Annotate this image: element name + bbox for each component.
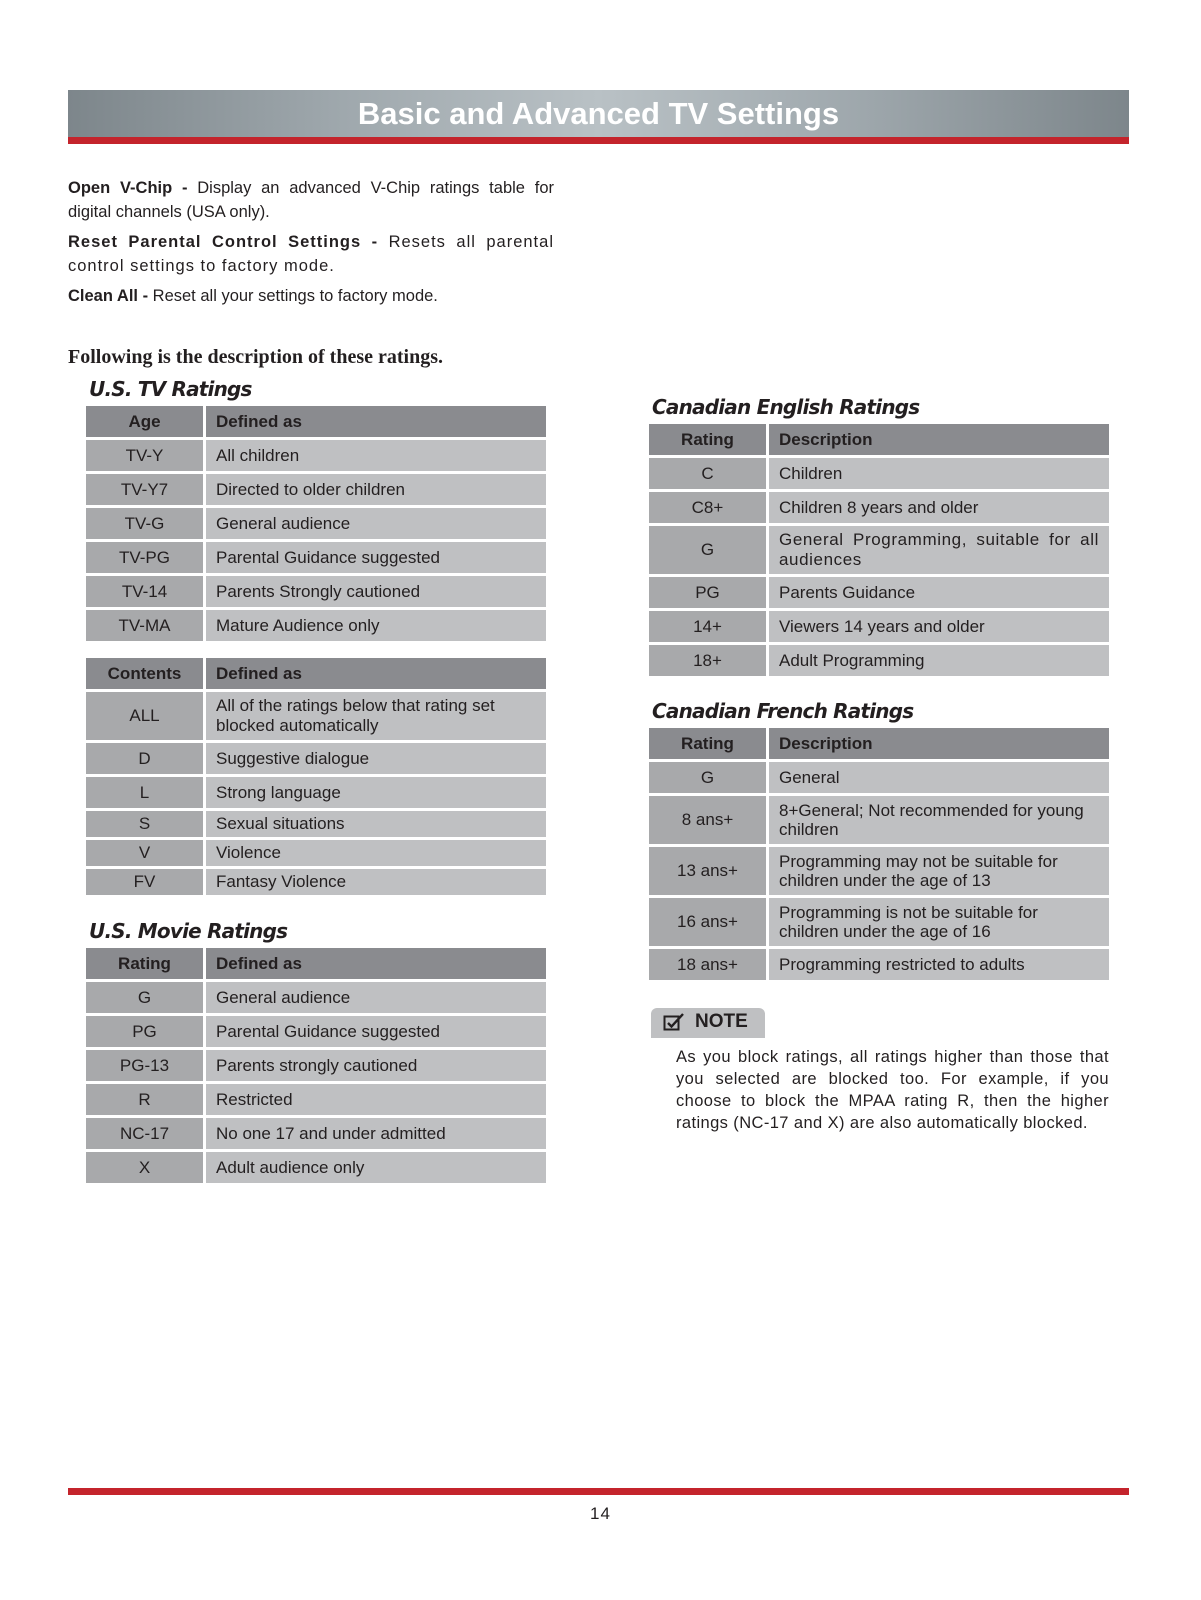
us-movie-ratings-title: U.S. Movie Ratings <box>89 919 288 943</box>
content-definition: Violence <box>206 840 546 866</box>
column-header: Defined as <box>206 406 546 437</box>
note-label: NOTE <box>695 1011 748 1032</box>
table-row <box>649 458 1109 489</box>
rating-definition: General audience <box>206 508 546 539</box>
rating-description: Children 8 years and older <box>769 492 1109 523</box>
rating-definition: Restricted <box>206 1084 546 1115</box>
table-row <box>86 692 546 740</box>
rating-definition: Parental Guidance suggested <box>206 1016 546 1047</box>
rating-definition: Parental Guidance suggested <box>206 542 546 573</box>
table-row <box>86 440 546 471</box>
rating-description: General Programming, suitable for all audiences <box>769 526 1109 574</box>
canadian-english-ratings-table <box>649 421 1109 679</box>
page-title: Basic and Advanced TV Settings <box>357 95 840 131</box>
us-tv-contents-table <box>86 655 546 898</box>
rating-definition: Parents strongly cautioned <box>206 1050 546 1081</box>
canadian-english-ratings-title: Canadian English Ratings <box>652 395 920 419</box>
us-tv-ratings-table <box>86 403 546 644</box>
us-tv-ratings-title: U.S. TV Ratings <box>89 377 252 401</box>
rating-description: Viewers 14 years and older <box>769 611 1109 642</box>
rating-description: Adult Programming <box>769 645 1109 676</box>
rating-code: NC-17 <box>86 1118 206 1149</box>
table-row <box>86 474 546 505</box>
note-checkbox-icon <box>663 1012 685 1032</box>
table-header-row <box>86 406 546 437</box>
rating-code: TV-14 <box>86 576 206 607</box>
footer-line <box>68 1488 1129 1495</box>
note-text: As you block ratings, all ratings higher than those that you selected are blocked too. For example, if you choose to block the MPAA rating R, then the higher ratings (NC-17 and X) are also automatically blocked. <box>676 1048 1109 1132</box>
rating-code: G <box>86 982 206 1013</box>
column-header: Description <box>769 424 1109 455</box>
column-header: Rating <box>649 424 769 455</box>
rating-code: 14+ <box>649 611 769 642</box>
table-row <box>86 542 546 573</box>
table-row <box>649 949 1109 980</box>
rating-code: 13 ans+ <box>649 847 769 895</box>
content-definition: All of the ratings below that rating set blocked automatically <box>206 692 546 740</box>
rating-definition: All children <box>206 440 546 471</box>
table-row <box>649 526 1109 574</box>
column-header: Contents <box>86 658 206 689</box>
rating-code: G <box>649 526 769 574</box>
content-definition: Sexual situations <box>206 811 546 837</box>
table-row <box>649 492 1109 523</box>
rating-code: PG <box>86 1016 206 1047</box>
rating-code: C8+ <box>649 492 769 523</box>
content-code: S <box>86 811 206 837</box>
content-code: ALL <box>86 692 206 740</box>
rating-definition: Parents Strongly cautioned <box>206 576 546 607</box>
us-movie-ratings-table <box>86 945 546 1186</box>
table-row <box>649 577 1109 608</box>
rating-code: PG-13 <box>86 1050 206 1081</box>
table-row <box>86 1016 546 1047</box>
rating-definition: General audience <box>206 982 546 1013</box>
column-header: Description <box>769 728 1109 759</box>
table-row <box>649 645 1109 676</box>
table-row <box>86 1118 546 1149</box>
ratings-intro-heading: Following is the description of these ratings. <box>68 346 443 368</box>
rating-definition: Adult audience only <box>206 1152 546 1183</box>
content-definition: Fantasy Violence <box>206 869 546 895</box>
table-row <box>649 898 1109 946</box>
intro-clean-all: Clean All - Reset all your settings to factory mode. <box>68 287 438 305</box>
rating-code: C <box>649 458 769 489</box>
table-row <box>86 869 546 895</box>
rating-description: Programming may not be suitable for children under the age of 13 <box>769 847 1109 895</box>
rating-code: TV-PG <box>86 542 206 573</box>
rating-code: 16 ans+ <box>649 898 769 946</box>
canadian-french-ratings-title: Canadian French Ratings <box>652 699 914 723</box>
table-header-row <box>86 948 546 979</box>
table-header-row <box>649 424 1109 455</box>
rating-code: 8 ans+ <box>649 796 769 844</box>
rating-description: General <box>769 762 1109 793</box>
table-header-row <box>649 728 1109 759</box>
rating-definition: Directed to older children <box>206 474 546 505</box>
table-row <box>86 743 546 774</box>
page-title-banner <box>68 90 1129 137</box>
rating-definition: No one 17 and under admitted <box>206 1118 546 1149</box>
table-row <box>649 796 1109 844</box>
intro-section <box>68 176 554 314</box>
column-header: Rating <box>649 728 769 759</box>
rating-definition: Mature Audience only <box>206 610 546 641</box>
rating-description: 8+General; Not recommended for young children <box>769 796 1109 844</box>
table-row <box>86 840 546 866</box>
rating-code: 18 ans+ <box>649 949 769 980</box>
content-code: D <box>86 743 206 774</box>
content-code: L <box>86 777 206 808</box>
rating-code: R <box>86 1084 206 1115</box>
rating-code: PG <box>649 577 769 608</box>
rating-description: Children <box>769 458 1109 489</box>
table-row <box>86 508 546 539</box>
note-label-tab <box>651 1008 765 1036</box>
canadian-french-ratings-table <box>649 725 1109 983</box>
note-tab-divider <box>651 1036 765 1038</box>
rating-code: 18+ <box>649 645 769 676</box>
table-row <box>649 762 1109 793</box>
rating-description: Programming restricted to adults <box>769 949 1109 980</box>
column-header: Rating <box>86 948 206 979</box>
table-row <box>86 1050 546 1081</box>
table-row <box>649 847 1109 895</box>
rating-code: X <box>86 1152 206 1183</box>
intro-open-vchip: Open V-Chip - Display an advanced V-Chip ratings table for digital channels (USA only). <box>68 179 554 221</box>
content-code: V <box>86 840 206 866</box>
page-number: 14 <box>590 1504 611 1523</box>
table-row <box>86 982 546 1013</box>
column-header: Defined as <box>206 658 546 689</box>
table-header-row <box>86 658 546 689</box>
rating-code: TV-G <box>86 508 206 539</box>
rating-description: Programming is not be suitable for children under the age of 16 <box>769 898 1109 946</box>
table-row <box>649 611 1109 642</box>
content-code: FV <box>86 869 206 895</box>
intro-reset-parental: Reset Parental Control Settings - Resets all parental control settings to factory mode. <box>68 233 554 275</box>
rating-code: TV-Y <box>86 440 206 471</box>
content-definition: Strong language <box>206 777 546 808</box>
rating-code: TV-Y7 <box>86 474 206 505</box>
rating-code: TV-MA <box>86 610 206 641</box>
table-row <box>86 576 546 607</box>
table-row <box>86 811 546 837</box>
column-header: Age <box>86 406 206 437</box>
title-underline <box>68 137 1129 144</box>
rating-description: Parents Guidance <box>769 577 1109 608</box>
table-row <box>86 1152 546 1183</box>
table-row <box>86 1084 546 1115</box>
rating-code: G <box>649 762 769 793</box>
column-header: Defined as <box>206 948 546 979</box>
table-row <box>86 777 546 808</box>
table-row <box>86 610 546 641</box>
content-definition: Suggestive dialogue <box>206 743 546 774</box>
